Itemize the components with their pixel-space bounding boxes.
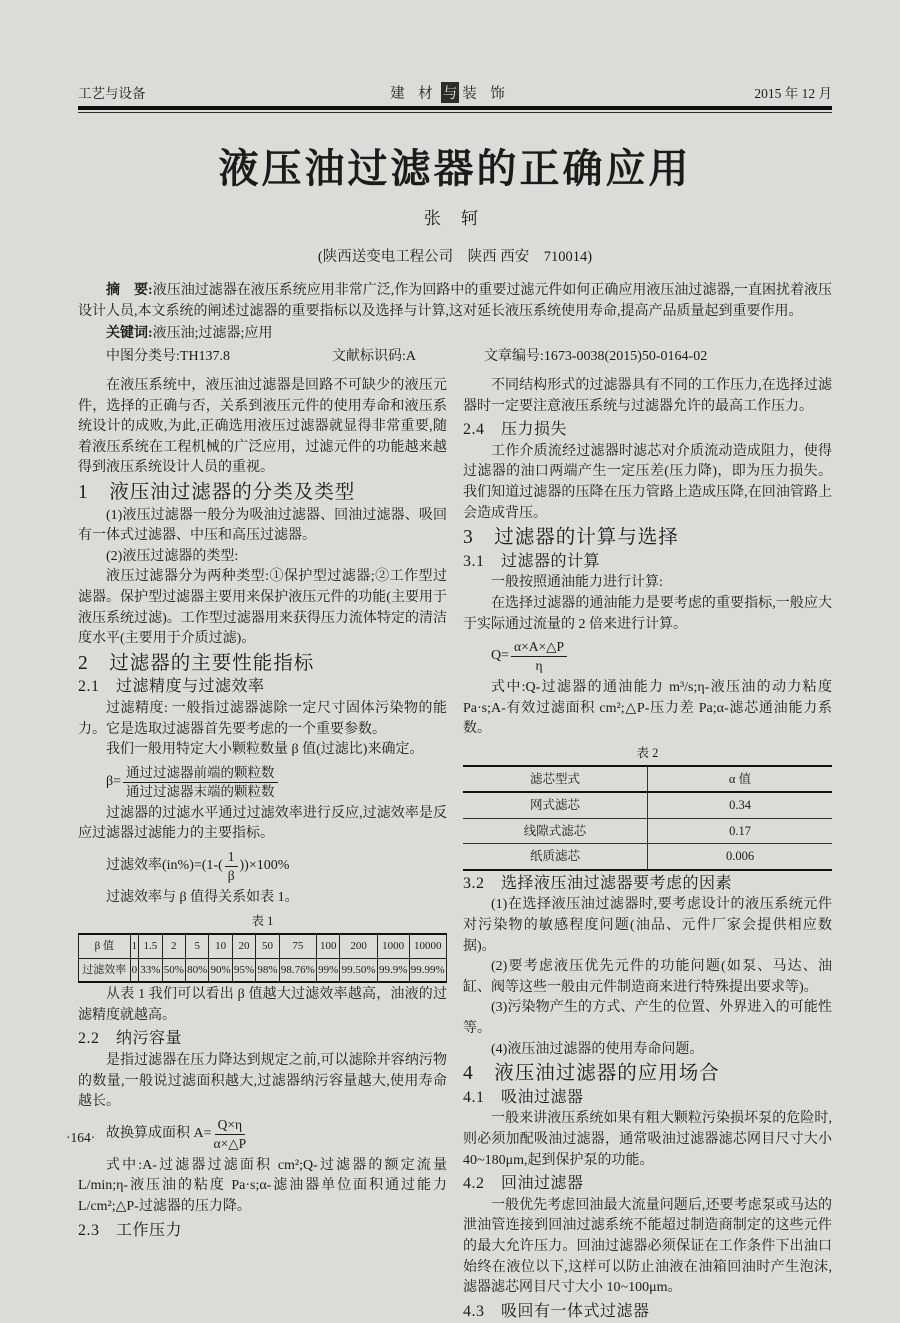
paragraph: (2)液压过滤器的类型: (106, 548, 239, 564)
table-cell: 10 (209, 934, 232, 958)
paragraph: 式中:A-过滤器过滤面积 cm²;Q-过滤器的额定流量 L/min;η-液压油的粘度 Pa·s;α-滤油器单位面积通过能力 L/cm²;△P-过滤器的压力降。 (78, 1157, 447, 1214)
table-row (463, 792, 832, 818)
paragraph: 式中:Q-过滤器的通油能力 m³/s;η-液压油的动力粘度 Pa·s;A-有效过滤面积 cm²;△P-压力差 Pa;α-滤芯通油能力系数。 (463, 680, 832, 737)
paragraph: 过滤效率与 β 值得关系如表 1。 (106, 889, 299, 905)
fraction-denominator: β (227, 867, 235, 883)
table-cell: 33% (139, 958, 162, 982)
table-cell: 2 (162, 934, 185, 958)
paragraph: 一般优先考虑回油最大流量问题后,还要考虑泵或马达的泄油管连接到回油过滤系统不能超过制造商制定的这些元件的最大允许压力。回油过滤器必须保证在工作条件下出油口始终在液位以下,这样可以防止油液在油箱回油时产生泡沫,滤器滤芯网目尺寸大小 10~100μm。 (463, 1197, 832, 1296)
article-page (78, 82, 832, 1323)
table-cell: 99.99% (409, 958, 446, 982)
fraction-denominator: α×△P (213, 1135, 247, 1151)
formula-lhs: Q= (491, 648, 510, 664)
formula-area (106, 1117, 447, 1152)
paragraph: (1)液压过滤器一般分为吸油过滤器、回油过滤器、吸回有一体式过滤器、中压和高压过滤器。 (78, 507, 447, 544)
table-row (463, 844, 832, 870)
table-cell: 1.5 (139, 934, 162, 958)
section-heading-2: 2 过滤器的主要性能指标 (78, 652, 315, 674)
paragraph: (1)在选择液压油过滤器时,要考虑设计的液压系统元件对污染物的敏感程度问题(油品、元件厂家会提供相应数据)。 (463, 897, 832, 954)
table-cell: 过滤效率 (79, 958, 131, 982)
paragraph: (2)要考虑液压优先元件的功能问题(如泵、马达、油缸、阀等这些一般由元件制造商来进行特殊提出要求等)。 (463, 959, 832, 995)
formula-prefix: 故换算成面积 A= (106, 1126, 212, 1142)
abstract-label: 摘 要: (106, 283, 153, 298)
table-cell: 90% (209, 958, 232, 982)
formula-beta (106, 765, 447, 800)
right-column (463, 376, 832, 1323)
paragraph: (3)污染物产生的方式、产生的位置、外界进入的可能性等。 (463, 1000, 832, 1037)
header-rule (78, 106, 832, 113)
section-heading-1: 1 液压油过滤器的分类及类型 (78, 481, 356, 503)
formula-lhs: β= (106, 773, 122, 789)
subsection-heading-2-3: 2.3 工作压力 (78, 1221, 183, 1239)
journal-logo: 与 (441, 82, 460, 103)
paragraph: 是指过滤器在压力降达到规定之前,可以滤除并容纳污物的数量,一般说过滤面积越大,过滤器纳污容量越大,使用寿命越长。 (78, 1053, 447, 1110)
clc-number: 中图分类号:TH137.8 (106, 348, 231, 364)
keywords (78, 324, 832, 345)
table-cell: 0.34 (648, 792, 833, 818)
table-cell: 75 (279, 934, 316, 958)
table-cell: 99% (317, 958, 340, 982)
journal-name-left: 建 材 (390, 86, 438, 102)
table-row (79, 934, 447, 958)
formula-q (491, 639, 832, 674)
subsection-heading-4-1: 4.1 吸油过滤器 (463, 1088, 584, 1106)
fraction-denominator: 通过过滤器末端的颗粒数 (126, 783, 275, 799)
table-cell: 网式滤芯 (463, 792, 648, 818)
table-cell: 纸质滤芯 (463, 844, 648, 870)
fraction (225, 849, 238, 884)
subsection-heading-2-4: 2.4 压力损失 (463, 421, 568, 439)
table-row (463, 818, 832, 844)
subsection-heading-3-2: 3.2 选择液压油过滤器要考虑的因素 (463, 874, 733, 892)
keywords-text: 液压油;过滤器;应用 (152, 326, 273, 341)
keywords-label: 关键词: (106, 326, 153, 341)
section-heading-4: 4 液压油过滤器的应用场合 (463, 1063, 720, 1085)
page-number: ·164· (66, 1130, 96, 1145)
table-cell: 95% (232, 958, 255, 982)
article-number: 文章编号:1673-0038(2015)50-0164-02 (484, 348, 708, 364)
table-cell: 98% (256, 958, 279, 982)
table-cell: 99.9% (377, 958, 409, 982)
table-cell: 1 (130, 934, 139, 958)
paragraph: 液压过滤器分为两种类型:①保护型过滤器;②工作型过滤器。保护型过滤器主要用来保护液压元件的功能(主要用于液压系统过滤)。工作型过滤器用来获得压力流体特定的清洁度水平(主要用于介质过滤)。 (78, 569, 447, 647)
fraction (123, 765, 278, 800)
table-header-row (463, 766, 832, 793)
table2 (463, 765, 832, 871)
table-cell: 5 (186, 934, 209, 958)
table-cell: 10000 (409, 934, 446, 958)
abstract-text: 液压油过滤器在液压系统应用非常广泛,作为回路中的重要过滤元件如何正确应用液压油过滤器,一直困扰着液压设计人员,本文系统的阐述过滤器的重要指标以及选择与计算,这对延长液压系统使用寿命,提高产品质量起到重要作用。 (78, 283, 832, 319)
formula-efficiency (106, 849, 447, 884)
table-cell: 99.50% (340, 958, 377, 982)
table1 (78, 933, 447, 983)
fraction (511, 639, 567, 674)
journal-name-right: 装 饰 (462, 86, 510, 102)
table2-caption: 表 2 (636, 745, 659, 760)
table1-caption: 表 1 (251, 914, 274, 929)
table-cell: 0 (130, 958, 139, 982)
journal-header (78, 82, 832, 103)
author-affiliation: (陕西送变电工程公司 陕西 西安 710014) (317, 249, 593, 265)
abstract (78, 281, 832, 322)
table-cell: 100 (317, 934, 340, 958)
table-cell: 98.76% (279, 958, 316, 982)
subsection-heading-3-1: 3.1 过滤器的计算 (463, 552, 601, 570)
table-cell: 50% (162, 958, 185, 982)
journal-name (390, 82, 510, 103)
table-cell: 1000 (377, 934, 409, 958)
fraction-denominator: η (535, 658, 543, 674)
paragraph: 在选择过滤器的通油能力是要考虑的重要指标,一般应大于实际通过流量的 2 倍来进行计算。 (463, 595, 832, 632)
paragraph: 一般按照通油能力进行计算: (491, 575, 663, 591)
table-cell: β 值 (79, 934, 131, 958)
article-meta (78, 347, 832, 368)
subsection-heading-4-2: 4.2 回油过滤器 (463, 1175, 584, 1193)
author-name: 张 轲 (423, 209, 487, 228)
body-columns (78, 376, 832, 1323)
paragraph: (4)液压油过滤器的使用寿命问题。 (491, 1041, 704, 1057)
table-cell: 200 (340, 934, 377, 958)
table-row (79, 958, 447, 982)
issue-date: 2015 年 12 月 (754, 86, 832, 101)
table-cell: 滤芯型式 (463, 766, 648, 793)
fraction-numerator: 1 (225, 849, 238, 867)
fraction (214, 1117, 247, 1152)
table-cell: 线隙式滤芯 (463, 818, 648, 844)
paragraph: 从表 1 我们可以看出 β 值越大过滤效率越高，油液的过滤精度就越高。 (78, 987, 447, 1023)
article-title: 液压油过滤器的正确应用 (218, 146, 692, 191)
paragraph: 过滤精度: 一般指过滤器滤除一定尺寸固体污染物的能力。它是选取过滤器首先要考虑的一个重要参数。 (78, 700, 447, 737)
paragraph: 过滤器的过滤水平通过过滤效率进行反应,过滤效率是反应过滤器过滤能力的主要指标。 (78, 805, 447, 842)
paragraph: 一般来讲液压系统如果有粗大颗粒污染损坏泵的危险时,则必须加配吸油过滤器，通常吸油过滤器滤芯网目尺寸大小 40~180μm,起到保护泵的功能。 (463, 1111, 832, 1168)
paragraph: 不同结构形式的过滤器具有不同的工作压力,在选择过滤器时一定要注意液压系统与过滤器允许的最高工作压力。 (463, 378, 832, 414)
paragraph: 在液压系统中，液压油过滤器是回路不可缺少的液压元件，选择的正确与否，关系到液压元件的使用寿命和液压系统设计的成败,为此,正确选用液压过滤器就显得非常重要,随着液压系统在工程机械的广泛应用，过滤元件的功能越来越得到液压系统设计人员的重视。 (78, 378, 447, 476)
subsection-heading-4-3: 4.3 吸回有一体式过滤器 (463, 1302, 650, 1320)
subsection-heading-2-2: 2.2 纳污容量 (78, 1030, 183, 1048)
fraction-numerator: Q×η (215, 1117, 245, 1135)
table-cell: α 值 (648, 766, 833, 793)
table-cell: 80% (186, 958, 209, 982)
subsection-heading-2-1: 2.1 过滤精度与过滤效率 (78, 678, 265, 696)
table-cell: 50 (256, 934, 279, 958)
fraction-numerator: α×A×△P (511, 639, 567, 657)
formula-suffix: ))×100% (239, 858, 290, 874)
document-code: 文献标识码:A (332, 348, 416, 364)
journal-section-label: 工艺与设备 (78, 86, 146, 101)
paragraph: 我们一般用特定大小颗粒数量 β 值(过滤比)来确定。 (106, 742, 424, 758)
table-cell: 20 (232, 934, 255, 958)
table-cell: 0.17 (648, 818, 833, 844)
table-cell: 0.006 (725, 849, 755, 864)
fraction-numerator: 通过过滤器前端的颗粒数 (123, 765, 278, 783)
formula-prefix: 过滤效率(in%)=(1-( (106, 858, 223, 874)
paragraph: 工作介质流经过滤器时滤芯对介质流动造成阻力，使得过滤器的油口两端产生一定压差(压力降)，即为压力损失。我们知道过滤器的压降在压力管路上造成压降,在回油管路上会造成背压。 (463, 443, 832, 521)
section-heading-3: 3 过滤器的计算与选择 (463, 527, 679, 549)
left-column (78, 376, 447, 1323)
